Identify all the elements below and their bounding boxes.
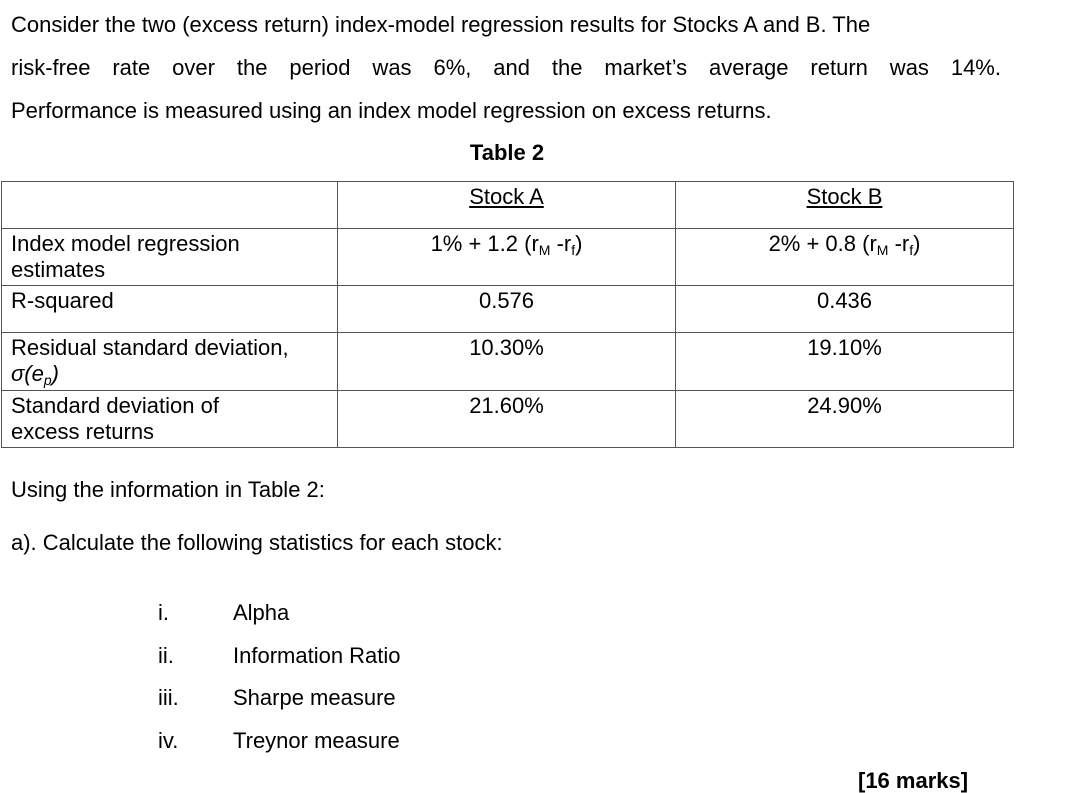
- table-row: [2, 391, 1014, 448]
- r-squared-stock-b: 0.436: [676, 286, 1014, 333]
- sigma-part: ): [51, 361, 59, 386]
- header-stock-b-label: Stock B: [806, 184, 883, 209]
- row-label-line: Residual standard deviation,: [11, 335, 289, 360]
- intro-line-3: Performance is measured using an index model regression on excess returns.: [11, 98, 772, 123]
- row-label-line: [11, 361, 337, 387]
- formula-part: 2% + 0.8 (r: [768, 231, 877, 256]
- row-label-sd-excess: [2, 391, 338, 448]
- sigma-part: σ(e: [11, 361, 44, 386]
- list-number: i.: [158, 600, 169, 625]
- row-label-line: estimates: [11, 257, 106, 282]
- intro-line-1: Consider the two (excess return) index-model regression results for Stocks A and B. The: [11, 12, 871, 37]
- row-label-residual-sd: [2, 333, 338, 391]
- header-stock-a-label: Stock A: [469, 184, 544, 209]
- regression-stock-a: [338, 229, 676, 286]
- formula-part: -r: [888, 231, 910, 256]
- header-empty-cell: [2, 182, 338, 229]
- sd-excess-stock-b: 24.90%: [676, 391, 1014, 448]
- formula-part: 1% + 1.2 (r: [430, 231, 539, 256]
- residual-sd-stock-a: 10.30%: [338, 333, 676, 391]
- formula-subscript: f: [909, 242, 914, 258]
- formula-subscript: M: [876, 242, 889, 258]
- row-label-regression: [2, 229, 338, 286]
- header-stock-a: [338, 182, 676, 229]
- regression-table: [1, 181, 1014, 448]
- question-a-text: a). Calculate the following statistics for each stock:: [11, 530, 503, 555]
- formula-part: ): [575, 231, 583, 256]
- formula-subscript: f: [571, 242, 576, 258]
- table-row: [2, 229, 1014, 286]
- sd-excess-stock-a: 21.60%: [338, 391, 676, 448]
- row-label-r-squared: [2, 286, 338, 333]
- sigma-subscript: p: [43, 372, 52, 388]
- list-text: Information Ratio: [233, 643, 401, 668]
- row-label-line: Index model regression: [11, 231, 240, 256]
- r-squared-stock-a: 0.576: [338, 286, 676, 333]
- list-text: Treynor measure: [233, 728, 400, 753]
- row-label-line: Standard deviation of: [11, 393, 219, 418]
- formula-part: -r: [550, 231, 572, 256]
- header-stock-b: [676, 182, 1014, 229]
- formula-part: ): [913, 231, 921, 256]
- table-caption: Table 2: [469, 140, 545, 165]
- list-number: iv.: [158, 728, 179, 753]
- list-number: iii.: [158, 685, 179, 710]
- table-row: [2, 286, 1014, 333]
- list-text: Sharpe measure: [233, 685, 396, 710]
- list-text: Alpha: [233, 600, 290, 625]
- table-row: [2, 333, 1014, 391]
- residual-sd-stock-b: 19.10%: [676, 333, 1014, 391]
- intro-line-2: risk-free rate over the period was 6%, and the market’s average return was 14%.: [11, 55, 1001, 80]
- formula-subscript: M: [538, 242, 551, 258]
- instruction-text: Using the information in Table 2:: [11, 477, 325, 502]
- regression-stock-b: [676, 229, 1014, 286]
- row-label-line: excess returns: [11, 419, 155, 444]
- list-number: ii.: [158, 643, 174, 668]
- table-header-row: [2, 182, 1014, 229]
- marks-label: [16 marks]: [858, 768, 969, 793]
- row-label-line: R-squared: [11, 288, 114, 313]
